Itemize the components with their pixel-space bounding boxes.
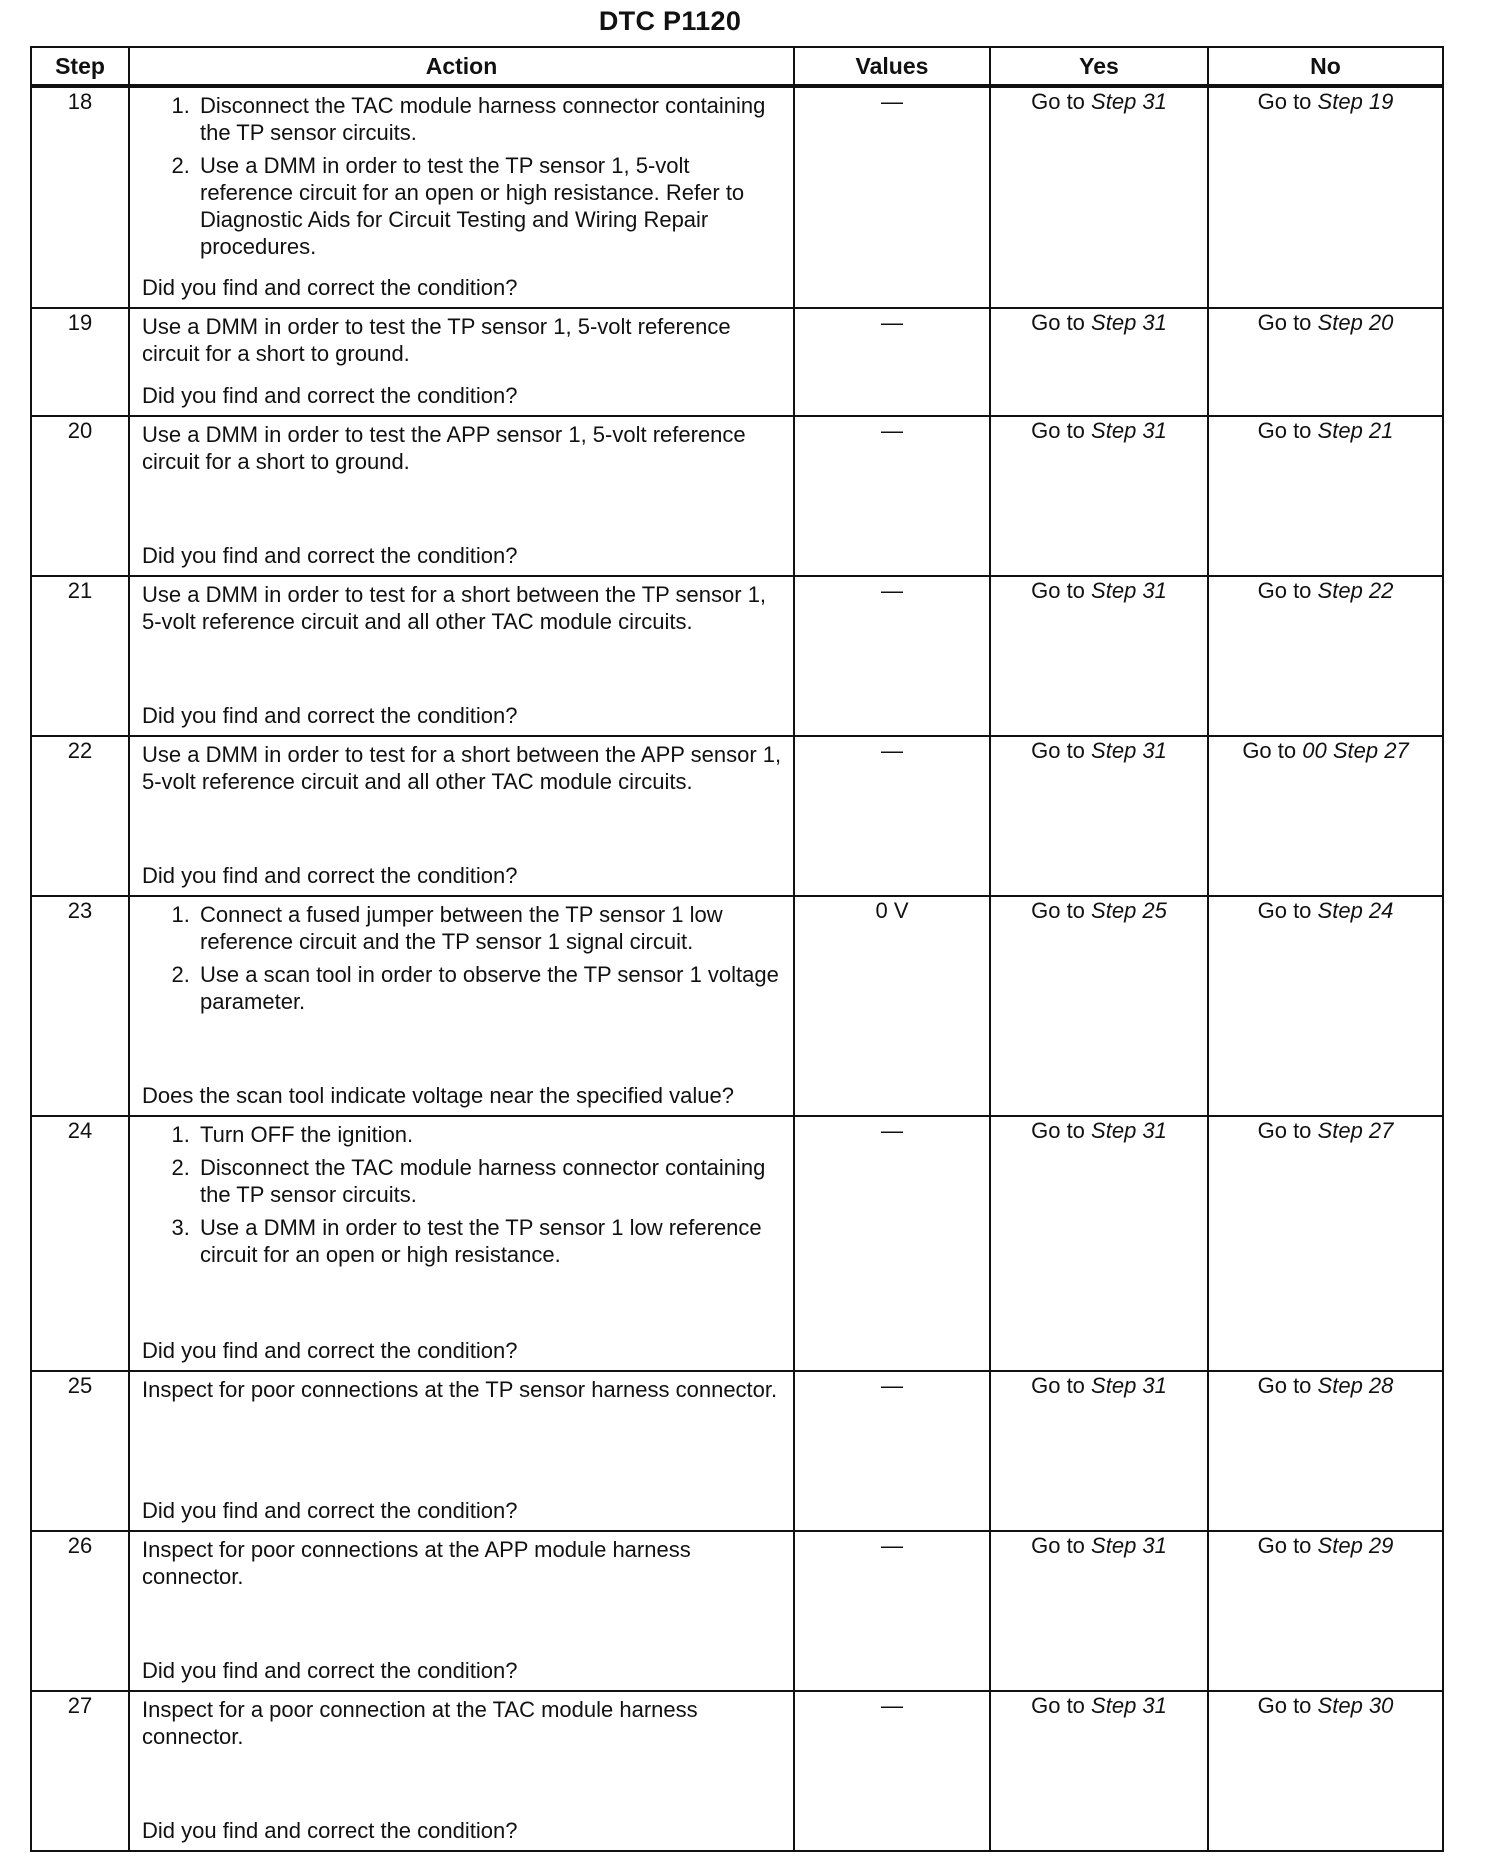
goto-prefix: Go to: [1257, 310, 1312, 335]
action-instructions: [142, 92, 783, 266]
diagnostic-table: [30, 46, 1444, 1852]
action-text: Use a DMM in order to test the TP sensor 1, 5-volt reference circuit for a short to ground.: [142, 314, 731, 366]
action-step-item: 1. Disconnect the TAC module harness connector containing the TP sensor circuits.: [196, 92, 783, 146]
values-cell: —: [794, 736, 990, 896]
goto-prefix: Go to: [1031, 1533, 1085, 1558]
table-row: [31, 86, 1443, 308]
goto-step-yes: Step 31: [1091, 1533, 1167, 1558]
yes-cell: [990, 416, 1208, 576]
goto-prefix: Go to: [1031, 578, 1085, 603]
action-instructions: [142, 1536, 783, 1590]
yes-cell: [990, 1531, 1208, 1691]
no-cell: [1208, 1531, 1443, 1691]
action-instructions: [142, 741, 783, 795]
goto-prefix: Go to: [1242, 738, 1297, 763]
action-instructions: [142, 1121, 783, 1274]
action-cell: [129, 736, 794, 896]
action-step-list: [142, 901, 783, 1015]
action-text: Use a DMM in order to test for a short between the APP sensor 1, 5-volt reference circuit and all other TAC module circuits.: [142, 742, 782, 794]
goto-step-no: Step 22: [1317, 578, 1394, 603]
action-step-item: 2. Disconnect the TAC module harness connector containing the TP sensor circuits.: [196, 1154, 783, 1208]
goto-step-yes: Step 31: [1091, 310, 1167, 335]
action-cell: [129, 1116, 794, 1371]
yes-cell: [990, 308, 1208, 416]
table-row: [31, 896, 1443, 1116]
table-row: [31, 576, 1443, 736]
yes-cell: [990, 576, 1208, 736]
goto-step-no: Step 27: [1317, 1118, 1394, 1143]
goto-step-no: Step 28: [1317, 1373, 1394, 1398]
yes-cell: [990, 86, 1208, 308]
yes-cell: [990, 896, 1208, 1116]
goto-step-yes: Step 31: [1091, 89, 1167, 114]
action-question: Did you find and correct the condition?: [142, 1658, 518, 1683]
step-number: 26: [31, 1531, 129, 1691]
values-cell: —: [794, 416, 990, 576]
goto-prefix: Go to: [1257, 1693, 1312, 1718]
no-cell: [1208, 416, 1443, 576]
action-content: [130, 1692, 793, 1850]
column-header-yes: Yes: [990, 47, 1208, 86]
goto-prefix: Go to: [1257, 898, 1312, 923]
step-number: 23: [31, 896, 129, 1116]
action-cell: [129, 1531, 794, 1691]
goto-step-yes: Step 25: [1091, 898, 1167, 923]
step-number: 18: [31, 86, 129, 308]
action-content: [130, 1117, 793, 1370]
no-cell: [1208, 1691, 1443, 1851]
table-row: [31, 736, 1443, 896]
goto-prefix: Go to: [1031, 89, 1085, 114]
action-question: Did you find and correct the condition?: [142, 275, 518, 300]
goto-prefix: Go to: [1257, 1533, 1312, 1558]
action-question: Does the scan tool indicate voltage near the specified value?: [142, 1083, 734, 1108]
table-row: [31, 308, 1443, 416]
step-number: 20: [31, 416, 129, 576]
action-content: [130, 88, 793, 307]
yes-cell: [990, 1116, 1208, 1371]
action-cell: [129, 576, 794, 736]
action-text: Inspect for a poor connection at the TAC module harness connector.: [142, 1697, 698, 1749]
step-number: 27: [31, 1691, 129, 1851]
goto-step-no: Step 20: [1317, 310, 1394, 335]
action-step-list: [142, 92, 783, 260]
goto-step-yes: Step 31: [1091, 578, 1167, 603]
action-instructions: [142, 581, 783, 635]
action-content: [130, 1532, 793, 1690]
goto-prefix: Go to: [1031, 738, 1085, 763]
action-instructions: [142, 313, 783, 367]
action-content: [130, 897, 793, 1115]
table-row: [31, 1691, 1443, 1851]
table-row: [31, 1531, 1443, 1691]
values-cell: —: [794, 576, 990, 736]
values-cell: —: [794, 1371, 990, 1531]
no-cell: [1208, 896, 1443, 1116]
action-step-item: 2. Use a DMM in order to test the TP sensor 1, 5-volt reference circuit for an open or high resistance. Refer to Diagnostic Aids for Circuit Testing and Wiring Repair procedures.: [196, 152, 783, 260]
goto-prefix: Go to: [1031, 1693, 1085, 1718]
goto-prefix: Go to: [1257, 418, 1312, 443]
column-header-step: Step: [31, 47, 129, 86]
no-cell: [1208, 576, 1443, 736]
action-step-item: 2. Use a scan tool in order to observe the TP sensor 1 voltage parameter.: [196, 961, 783, 1015]
action-question: Did you find and correct the condition?: [142, 1498, 518, 1523]
goto-step-yes: Step 31: [1091, 418, 1167, 443]
document-title: DTC P1120: [598, 6, 742, 36]
action-instructions: [142, 1696, 783, 1750]
goto-step-no: Step 30: [1317, 1693, 1394, 1718]
values-cell: —: [794, 1531, 990, 1691]
column-header-values: Values: [794, 47, 990, 86]
action-instructions: [142, 421, 783, 475]
action-text: Use a DMM in order to test the APP sensor 1, 5-volt reference circuit for a short to ground.: [142, 422, 746, 474]
action-text: Use a DMM in order to test for a short between the TP sensor 1, 5-volt reference circuit and all other TAC module circuits.: [142, 582, 767, 634]
goto-step-yes: Step 31: [1091, 1693, 1167, 1718]
action-text: Inspect for poor connections at the TP sensor harness connector.: [142, 1377, 778, 1402]
goto-step-no: Step 19: [1317, 89, 1394, 114]
action-step-item: 1. Connect a fused jumper between the TP sensor 1 low reference circuit and the TP sensor 1 signal circuit.: [196, 901, 783, 955]
goto-prefix: Go to: [1031, 1373, 1085, 1398]
goto-step-yes: Step 31: [1091, 1118, 1167, 1143]
goto-step-yes: Step 31: [1091, 1373, 1167, 1398]
goto-step-no: Step 21: [1317, 418, 1394, 443]
action-instructions: [142, 901, 783, 1021]
column-header-action: Action: [129, 47, 794, 86]
goto-prefix: Go to: [1031, 1118, 1085, 1143]
values-cell: —: [794, 308, 990, 416]
no-cell: [1208, 736, 1443, 896]
action-text: Inspect for poor connections at the APP module harness connector.: [142, 1537, 691, 1589]
step-number: 22: [31, 736, 129, 896]
action-cell: [129, 1371, 794, 1531]
goto-prefix: Go to: [1031, 898, 1085, 923]
goto-step-no: 00 Step 27: [1302, 738, 1409, 763]
action-content: [130, 737, 793, 895]
action-cell: [129, 896, 794, 1116]
step-number: 25: [31, 1371, 129, 1531]
action-content: [130, 1372, 793, 1530]
action-question: Did you find and correct the condition?: [142, 1818, 518, 1843]
column-header-no: No: [1208, 47, 1443, 86]
no-cell: [1208, 308, 1443, 416]
step-number: 21: [31, 576, 129, 736]
action-step-item: 3. Use a DMM in order to test the TP sensor 1 low reference circuit for an open or high resistance.: [196, 1214, 783, 1268]
action-question: Did you find and correct the condition?: [142, 863, 518, 888]
action-step-list: [142, 1121, 783, 1268]
action-content: [130, 577, 793, 735]
action-cell: [129, 416, 794, 576]
goto-prefix: Go to: [1031, 310, 1085, 335]
action-cell: [129, 308, 794, 416]
no-cell: [1208, 1116, 1443, 1371]
yes-cell: [990, 1691, 1208, 1851]
goto-step-no: Step 24: [1317, 898, 1394, 923]
action-content: [130, 309, 793, 415]
action-cell: [129, 1691, 794, 1851]
values-cell: —: [794, 1691, 990, 1851]
table-row: [31, 1116, 1443, 1371]
goto-step-no: Step 29: [1317, 1533, 1394, 1558]
action-step-item: 1. Turn OFF the ignition.: [196, 1121, 783, 1148]
yes-cell: [990, 1371, 1208, 1531]
table-row: [31, 1371, 1443, 1531]
yes-cell: [990, 736, 1208, 896]
values-cell: —: [794, 1116, 990, 1371]
step-number: 19: [31, 308, 129, 416]
values-cell: —: [794, 86, 990, 308]
step-number: 24: [31, 1116, 129, 1371]
action-content: [130, 417, 793, 575]
goto-prefix: Go to: [1257, 1118, 1312, 1143]
action-question: Did you find and correct the condition?: [142, 383, 518, 408]
goto-prefix: Go to: [1257, 89, 1312, 114]
action-instructions: [142, 1376, 783, 1403]
table-row: [31, 416, 1443, 576]
action-question: Did you find and correct the condition?: [142, 703, 518, 728]
goto-step-yes: Step 31: [1091, 738, 1167, 763]
goto-prefix: Go to: [1257, 1373, 1312, 1398]
no-cell: [1208, 1371, 1443, 1531]
goto-prefix: Go to: [1031, 418, 1085, 443]
action-question: Did you find and correct the condition?: [142, 1338, 518, 1363]
values-cell: 0 V: [794, 896, 990, 1116]
action-cell: [129, 86, 794, 308]
goto-prefix: Go to: [1257, 578, 1312, 603]
action-question: Did you find and correct the condition?: [142, 543, 518, 568]
table-header-row: [31, 47, 1443, 86]
no-cell: [1208, 86, 1443, 308]
